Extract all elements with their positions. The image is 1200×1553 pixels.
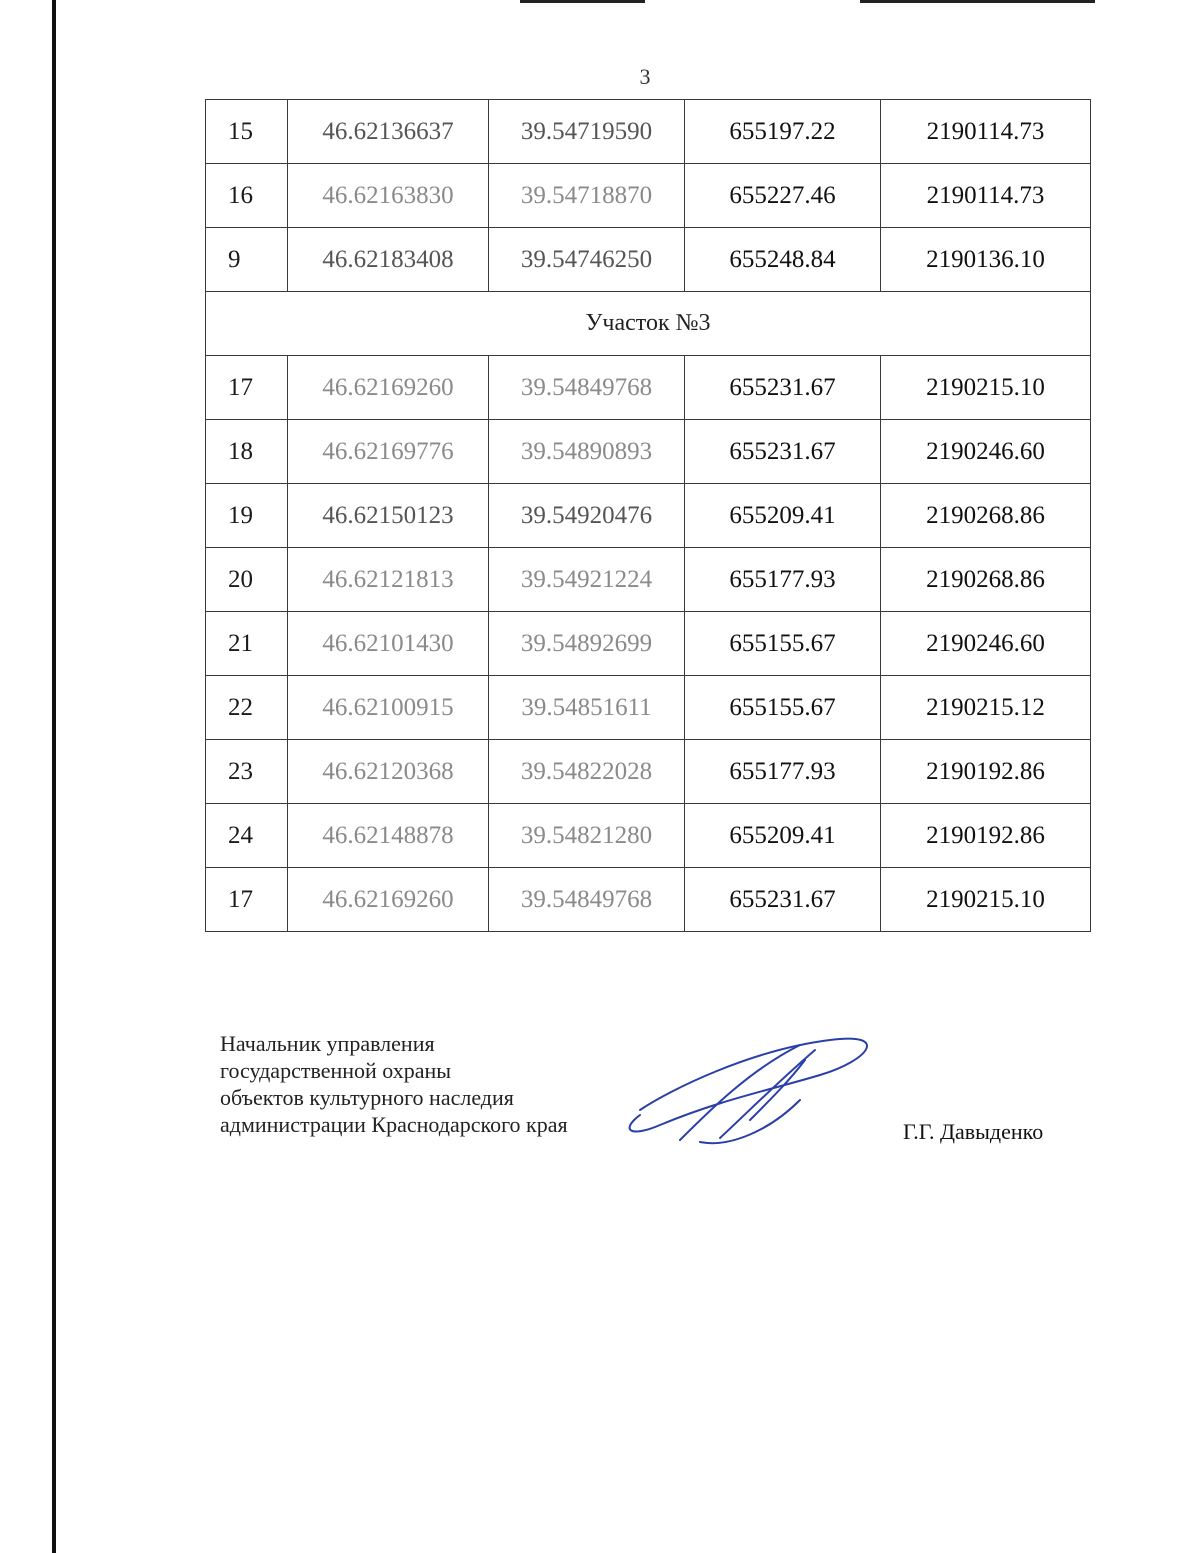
y-coordinate-cell: 2190246.60: [881, 612, 1091, 676]
section-header-row: [206, 292, 1091, 356]
signer-name: Г.Г. Давыденко: [903, 1119, 1044, 1144]
point-number-cell: 23: [206, 740, 288, 804]
latitude-cell: 46.62163830: [288, 164, 489, 228]
longitude-cell: 39.54851611: [489, 676, 685, 740]
table-row: [206, 868, 1091, 932]
table-row: [206, 676, 1091, 740]
y-coordinate-cell: 2190215.10: [881, 868, 1091, 932]
table-row: [206, 228, 1091, 292]
signer-position-line: администрации Краснодарского края: [220, 1112, 568, 1137]
signer-position: [220, 1030, 568, 1138]
y-coordinate-cell: 2190136.10: [881, 228, 1091, 292]
x-coordinate-cell: 655177.93: [685, 548, 881, 612]
latitude-cell: 46.62183408: [288, 228, 489, 292]
x-coordinate-cell: 655209.41: [685, 484, 881, 548]
longitude-cell: 39.54719590: [489, 100, 685, 164]
point-number-cell: 16: [206, 164, 288, 228]
point-number-cell: 20: [206, 548, 288, 612]
coordinates-table: [205, 99, 1091, 932]
table-row: [206, 612, 1091, 676]
longitude-cell: 39.54892699: [489, 612, 685, 676]
handwritten-signature: [600, 1030, 880, 1150]
longitude-cell: 39.54920476: [489, 484, 685, 548]
y-coordinate-cell: 2190215.12: [881, 676, 1091, 740]
longitude-cell: 39.54849768: [489, 356, 685, 420]
x-coordinate-cell: 655155.67: [685, 676, 881, 740]
x-coordinate-cell: 655248.84: [685, 228, 881, 292]
point-number-cell: 18: [206, 420, 288, 484]
point-number-cell: 22: [206, 676, 288, 740]
latitude-cell: 46.62136637: [288, 100, 489, 164]
table-row: [206, 484, 1091, 548]
x-coordinate-cell: 655227.46: [685, 164, 881, 228]
x-coordinate-cell: 655231.67: [685, 868, 881, 932]
longitude-cell: 39.54921224: [489, 548, 685, 612]
point-number-cell: 19: [206, 484, 288, 548]
x-coordinate-cell: 655155.67: [685, 612, 881, 676]
latitude-cell: 46.62169776: [288, 420, 489, 484]
latitude-cell: 46.62150123: [288, 484, 489, 548]
latitude-cell: 46.62148878: [288, 804, 489, 868]
y-coordinate-cell: 2190192.86: [881, 740, 1091, 804]
signer-position-line: государственной охраны: [220, 1058, 452, 1083]
point-number-cell: 9: [206, 228, 288, 292]
latitude-cell: 46.62120368: [288, 740, 489, 804]
longitude-cell: 39.54821280: [489, 804, 685, 868]
latitude-cell: 46.62169260: [288, 868, 489, 932]
y-coordinate-cell: 2190192.86: [881, 804, 1091, 868]
latitude-cell: 46.62101430: [288, 612, 489, 676]
scan-edge-left: [52, 0, 56, 1553]
table-row: [206, 740, 1091, 804]
y-coordinate-cell: 2190268.86: [881, 484, 1091, 548]
latitude-cell: 46.62121813: [288, 548, 489, 612]
table-row: [206, 420, 1091, 484]
longitude-cell: 39.54746250: [489, 228, 685, 292]
section-label: Участок №3: [206, 292, 1091, 356]
longitude-cell: 39.54890893: [489, 420, 685, 484]
y-coordinate-cell: 2190114.73: [881, 164, 1091, 228]
point-number-cell: 17: [206, 868, 288, 932]
scan-edge-top-left: [520, 0, 645, 3]
y-coordinate-cell: 2190268.86: [881, 548, 1091, 612]
y-coordinate-cell: 2190114.73: [881, 100, 1091, 164]
signer-position-line: объектов культурного наследия: [220, 1085, 514, 1110]
x-coordinate-cell: 655197.22: [685, 100, 881, 164]
x-coordinate-cell: 655231.67: [685, 356, 881, 420]
table-row: [206, 164, 1091, 228]
x-coordinate-cell: 655231.67: [685, 420, 881, 484]
point-number-cell: 15: [206, 100, 288, 164]
x-coordinate-cell: 655177.93: [685, 740, 881, 804]
point-number-cell: 21: [206, 612, 288, 676]
longitude-cell: 39.54718870: [489, 164, 685, 228]
longitude-cell: 39.54822028: [489, 740, 685, 804]
y-coordinate-cell: 2190215.10: [881, 356, 1091, 420]
table-row: [206, 548, 1091, 612]
x-coordinate-cell: 655209.41: [685, 804, 881, 868]
y-coordinate-cell: 2190246.60: [881, 420, 1091, 484]
table-row: [206, 804, 1091, 868]
longitude-cell: 39.54849768: [489, 868, 685, 932]
signer-position-line: Начальник управления: [220, 1031, 435, 1056]
scan-edge-top-right: [860, 0, 1095, 3]
signature-stroke-loop: [630, 1039, 867, 1132]
page-number: 3: [639, 64, 651, 89]
latitude-cell: 46.62169260: [288, 356, 489, 420]
point-number-cell: 17: [206, 356, 288, 420]
coordinates-table-body: [206, 100, 1091, 932]
latitude-cell: 46.62100915: [288, 676, 489, 740]
point-number-cell: 24: [206, 804, 288, 868]
table-row: [206, 356, 1091, 420]
table-row: [206, 100, 1091, 164]
